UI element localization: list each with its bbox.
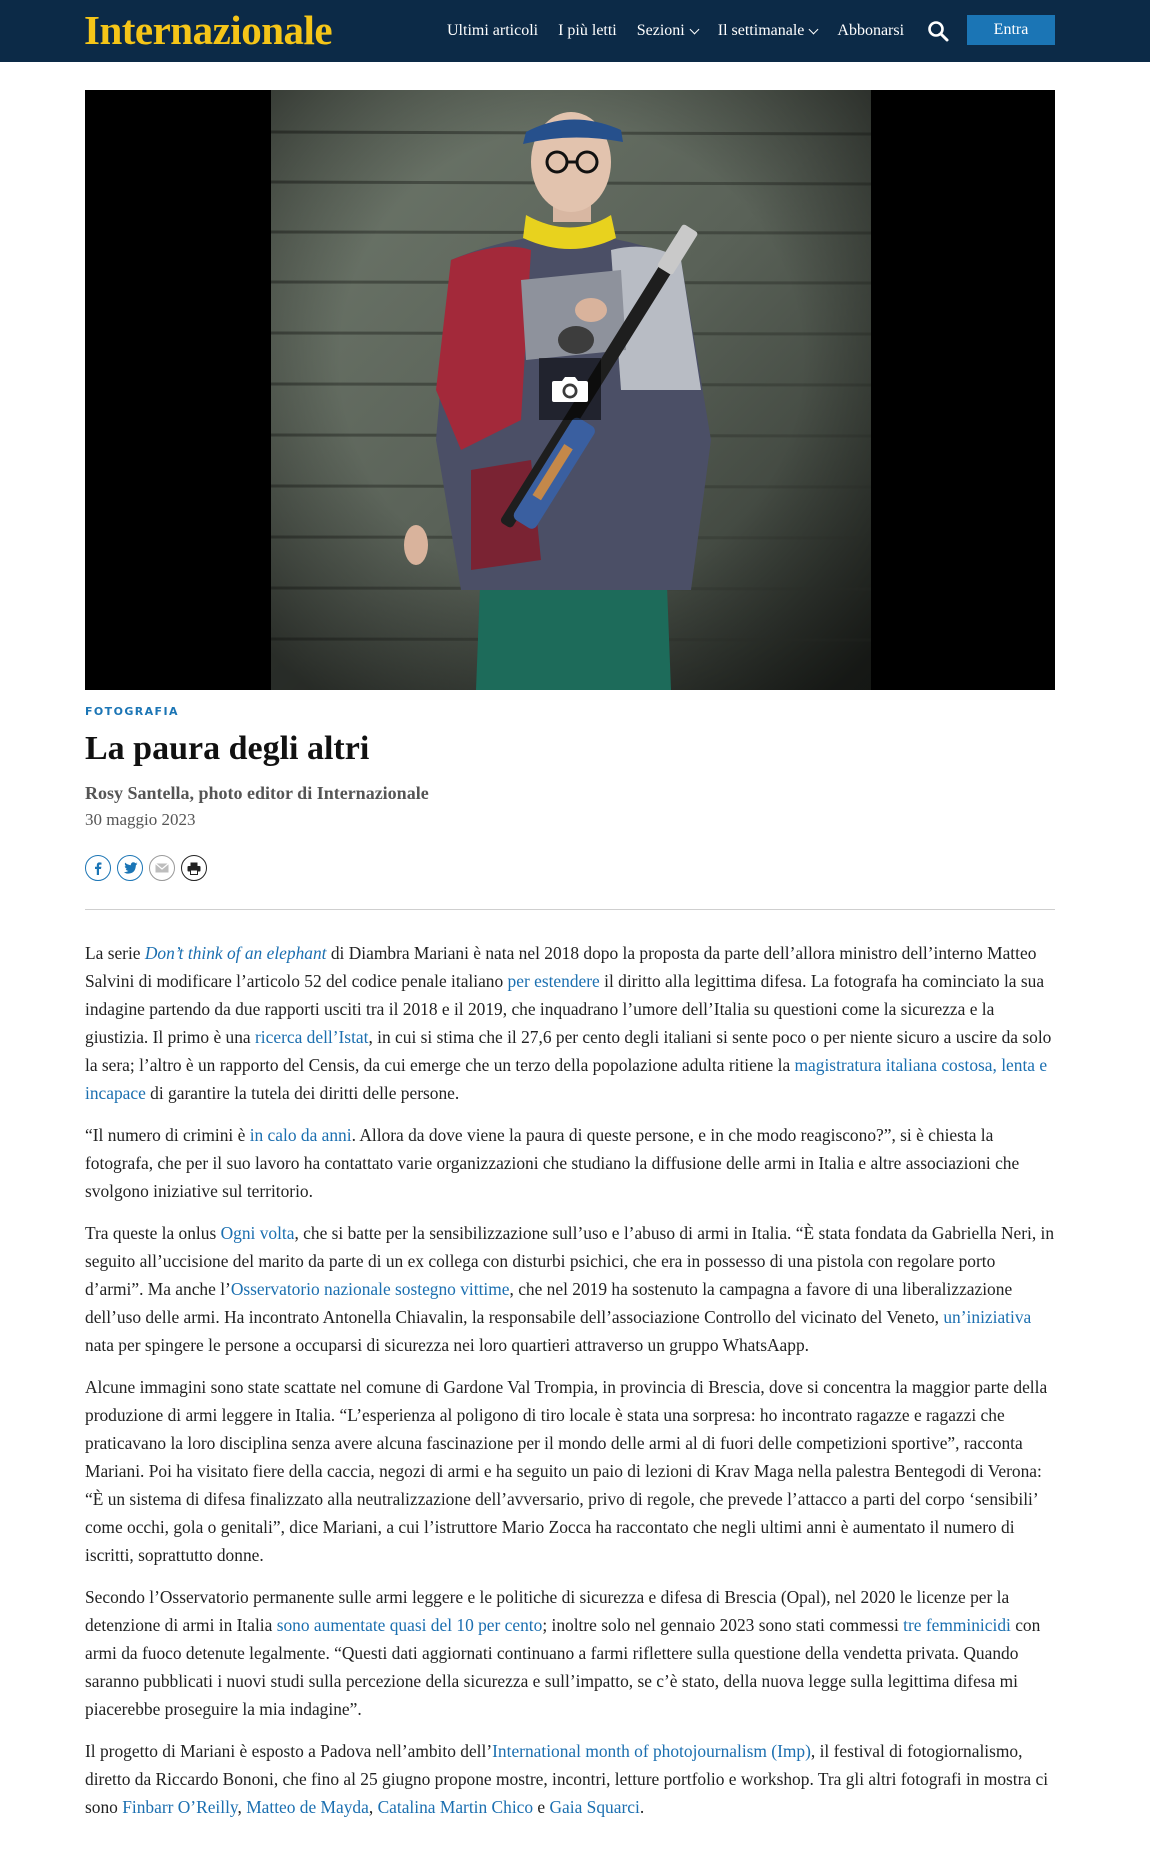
- facebook-icon: [91, 861, 105, 875]
- search-button[interactable]: [926, 19, 950, 43]
- article-link[interactable]: Matteo de Mayda: [246, 1797, 369, 1817]
- chevron-down-icon: [809, 24, 819, 34]
- chevron-down-icon: [689, 24, 699, 34]
- article-body: [85, 939, 1055, 1835]
- article-link[interactable]: Finbarr O’Reilly: [122, 1797, 238, 1817]
- nav-weekly[interactable]: [718, 22, 818, 40]
- share-facebook-button[interactable]: [85, 855, 111, 881]
- article-title: La paura degli altri: [85, 730, 370, 767]
- article-link[interactable]: Don’t think of an elephant: [144, 943, 327, 963]
- article-paragraph: Tra queste la onlus Ogni volta, che si batte per la sensibilizzazione sull’uso e l’abuso di armi in Italia. “È stata fondata da Gabriella Neri, in seguito all’uccisione del marito da parte di un ex collega con disturbi psichici, che era in possesso di una pistola con regolare porto d’armi”. Ma anche l’Osservatorio nazionale sostegno vittime, che nel 2019 ha sostenuto la campagna a favore di una liberalizzazione dell’uso delle armi. Ha incontrato Antonella Chiavalin, la responsabile dell’associazione Controllo del vicinato del Veneto, un’iniziativa nata per spingere le persone a occuparsi di sicurezza nei loro quartieri attraverso un gruppo WhatsAapp.: [85, 1223, 1055, 1355]
- twitter-icon: [123, 862, 138, 875]
- email-icon: [155, 863, 169, 873]
- article-paragraph: La serie Don’t think of an elephant di Diambra Mariani è nata nel 2018 dopo la proposta da parte dell’allora ministro dell’interno Matteo Salvini di modificare l’articolo 52 del codice penale italiano per estendere il diritto alla legittima difesa. La fotografa ha cominciato la sua indagine partendo da due rapporti usciti tra il 2018 e il 2019, che inquadrano l’umore dell’Italia su questioni come la sicurezza e la giustizia. Il primo è una ricerca dell’Istat, in cui si stima che il 27,6 per cento degli italiani si sente poco o per niente sicuro a uscire da solo la sera; l’altro è un rapporto del Censis, da cui emerge che un terzo della popolazione adulta ritiene la magistratura italiana costosa, lenta e incapace di garantire la tutela dei diritti delle persone.: [85, 943, 1052, 1103]
- article-link[interactable]: Osservatorio nazionale sostegno vittime: [230, 1279, 510, 1299]
- article-link[interactable]: Gaia Squarci: [549, 1797, 640, 1817]
- article-section-label[interactable]: FOTOGRAFIA: [85, 705, 179, 718]
- article-divider: [85, 909, 1055, 910]
- search-icon: [926, 19, 950, 43]
- article-link[interactable]: magistratura italiana costosa, lenta e incapace: [85, 1055, 1048, 1103]
- main-nav: [447, 0, 924, 62]
- site-logo[interactable]: Internazionale: [84, 7, 333, 53]
- article-paragraph: Secondo l’Osservatorio permanente sulle armi leggere e le politiche di sicurezza e difesa di Brescia (Opal), nel 2020 le licenze per la detenzione di armi in Italia sono aumentate quasi del 10 per cento; inoltre solo nel gennaio 2023 sono stati commessi tre femminicidi con armi da fuoco detenute legalmente. “Questi dati aggiornati continuano a farmi riflettere sulla questione della vendetta privata. Quando saranno pubblicati i nuovi studi sulla percezione della sicurezza e sull’impatto, se c’è stato, della nuova legge sulla legittima difesa mi piacerebbe proseguire la mia indagine”.: [85, 1587, 1041, 1719]
- camera-icon: [550, 374, 590, 404]
- article-link[interactable]: ricerca dell’Istat: [255, 1027, 369, 1047]
- article-link[interactable]: un’iniziativa: [943, 1307, 1032, 1327]
- article-author: Rosy Santella, photo editor di Internazionale: [85, 783, 429, 803]
- nav-subscribe[interactable]: Abbonarsi: [837, 22, 905, 39]
- login-button[interactable]: Entra: [967, 15, 1055, 45]
- article-link[interactable]: sono aumentate quasi del 10 per cento: [276, 1615, 543, 1635]
- nav-sections[interactable]: [637, 22, 698, 40]
- article-paragraph: “Il numero di crimini è in calo da anni. Allora da dove viene la paura di queste persone, e in che modo reagiscono?”, si è chiesta la fotografa, che per il suo lavoro ha contattato varie organizzazioni che studiano la diffusione delle armi in Italia e altre associazioni che svolgono iniziative sul territorio.: [85, 1125, 1020, 1201]
- site-header: [0, 0, 1150, 62]
- article-date: 30 maggio 2023: [85, 810, 196, 829]
- article-link[interactable]: per estendere: [507, 971, 600, 991]
- article-link[interactable]: tre femminicidi: [903, 1615, 1011, 1635]
- nav-latest-articles[interactable]: Ultimi articoli: [447, 22, 539, 39]
- article-link[interactable]: International month of photojournalism (Imp): [492, 1741, 811, 1761]
- article-link[interactable]: in calo da anni: [249, 1125, 352, 1145]
- share-email-button[interactable]: [149, 855, 175, 881]
- article-link[interactable]: Ogni volta: [220, 1223, 295, 1243]
- gallery-button[interactable]: [539, 358, 601, 420]
- print-button[interactable]: [181, 855, 207, 881]
- share-twitter-button[interactable]: [117, 855, 143, 881]
- nav-weekly-label: Il settimanale: [717, 22, 805, 39]
- nav-sections-label: Sezioni: [636, 22, 685, 39]
- article-link[interactable]: Catalina Martin Chico: [377, 1797, 534, 1817]
- article-paragraph: Alcune immagini sono state scattate nel comune di Gardone Val Trompia, in provincia di Brescia, dove si concentra la maggior parte della produzione di armi leggere in Italia. “L’esperienza al poligono di tiro locale è stata una sorpresa: ho incontrato ragazze e ragazzi che praticavano la loro disciplina senza avere alcuna fascinazione per il mondo delle armi al di fuori delle competizioni sportive”, racconta Mariani. Poi ha visitato fiere della caccia, negozi di armi e ha seguito un paio di lezioni di Krav Maga nella palestra Bentegodi di Verona: “È un sistema di difesa finalizzato alla neutralizzazione dell’avversario, privo di regole, che prevede l’attacco a parti del corpo ‘sensibili’ come occhi, gola o genitali”, dice Mariani, a cui l’istruttore Mario Zocca ha raccontato che negli ultimi anni è aumentato il numero di iscritti, soprattutto donne.: [85, 1377, 1048, 1565]
- article-paragraph: Il progetto di Mariani è esposto a Padova nell’ambito dell’International month of photojournalism (Imp), il festival di fotogiornalismo, diretto da Riccardo Bononi, che fino al 25 giugno propone mostre, incontri, letture portfolio e workshop. Tra gli altri fotografi in mostra ci sono Finbarr O’Reilly, Matteo de Mayda, Catalina Martin Chico e Gaia Squarci.: [85, 1741, 1049, 1817]
- hero-image[interactable]: [85, 90, 1055, 690]
- share-bar: [85, 855, 213, 881]
- nav-most-read[interactable]: I più letti: [558, 22, 617, 39]
- print-icon: [187, 862, 201, 875]
